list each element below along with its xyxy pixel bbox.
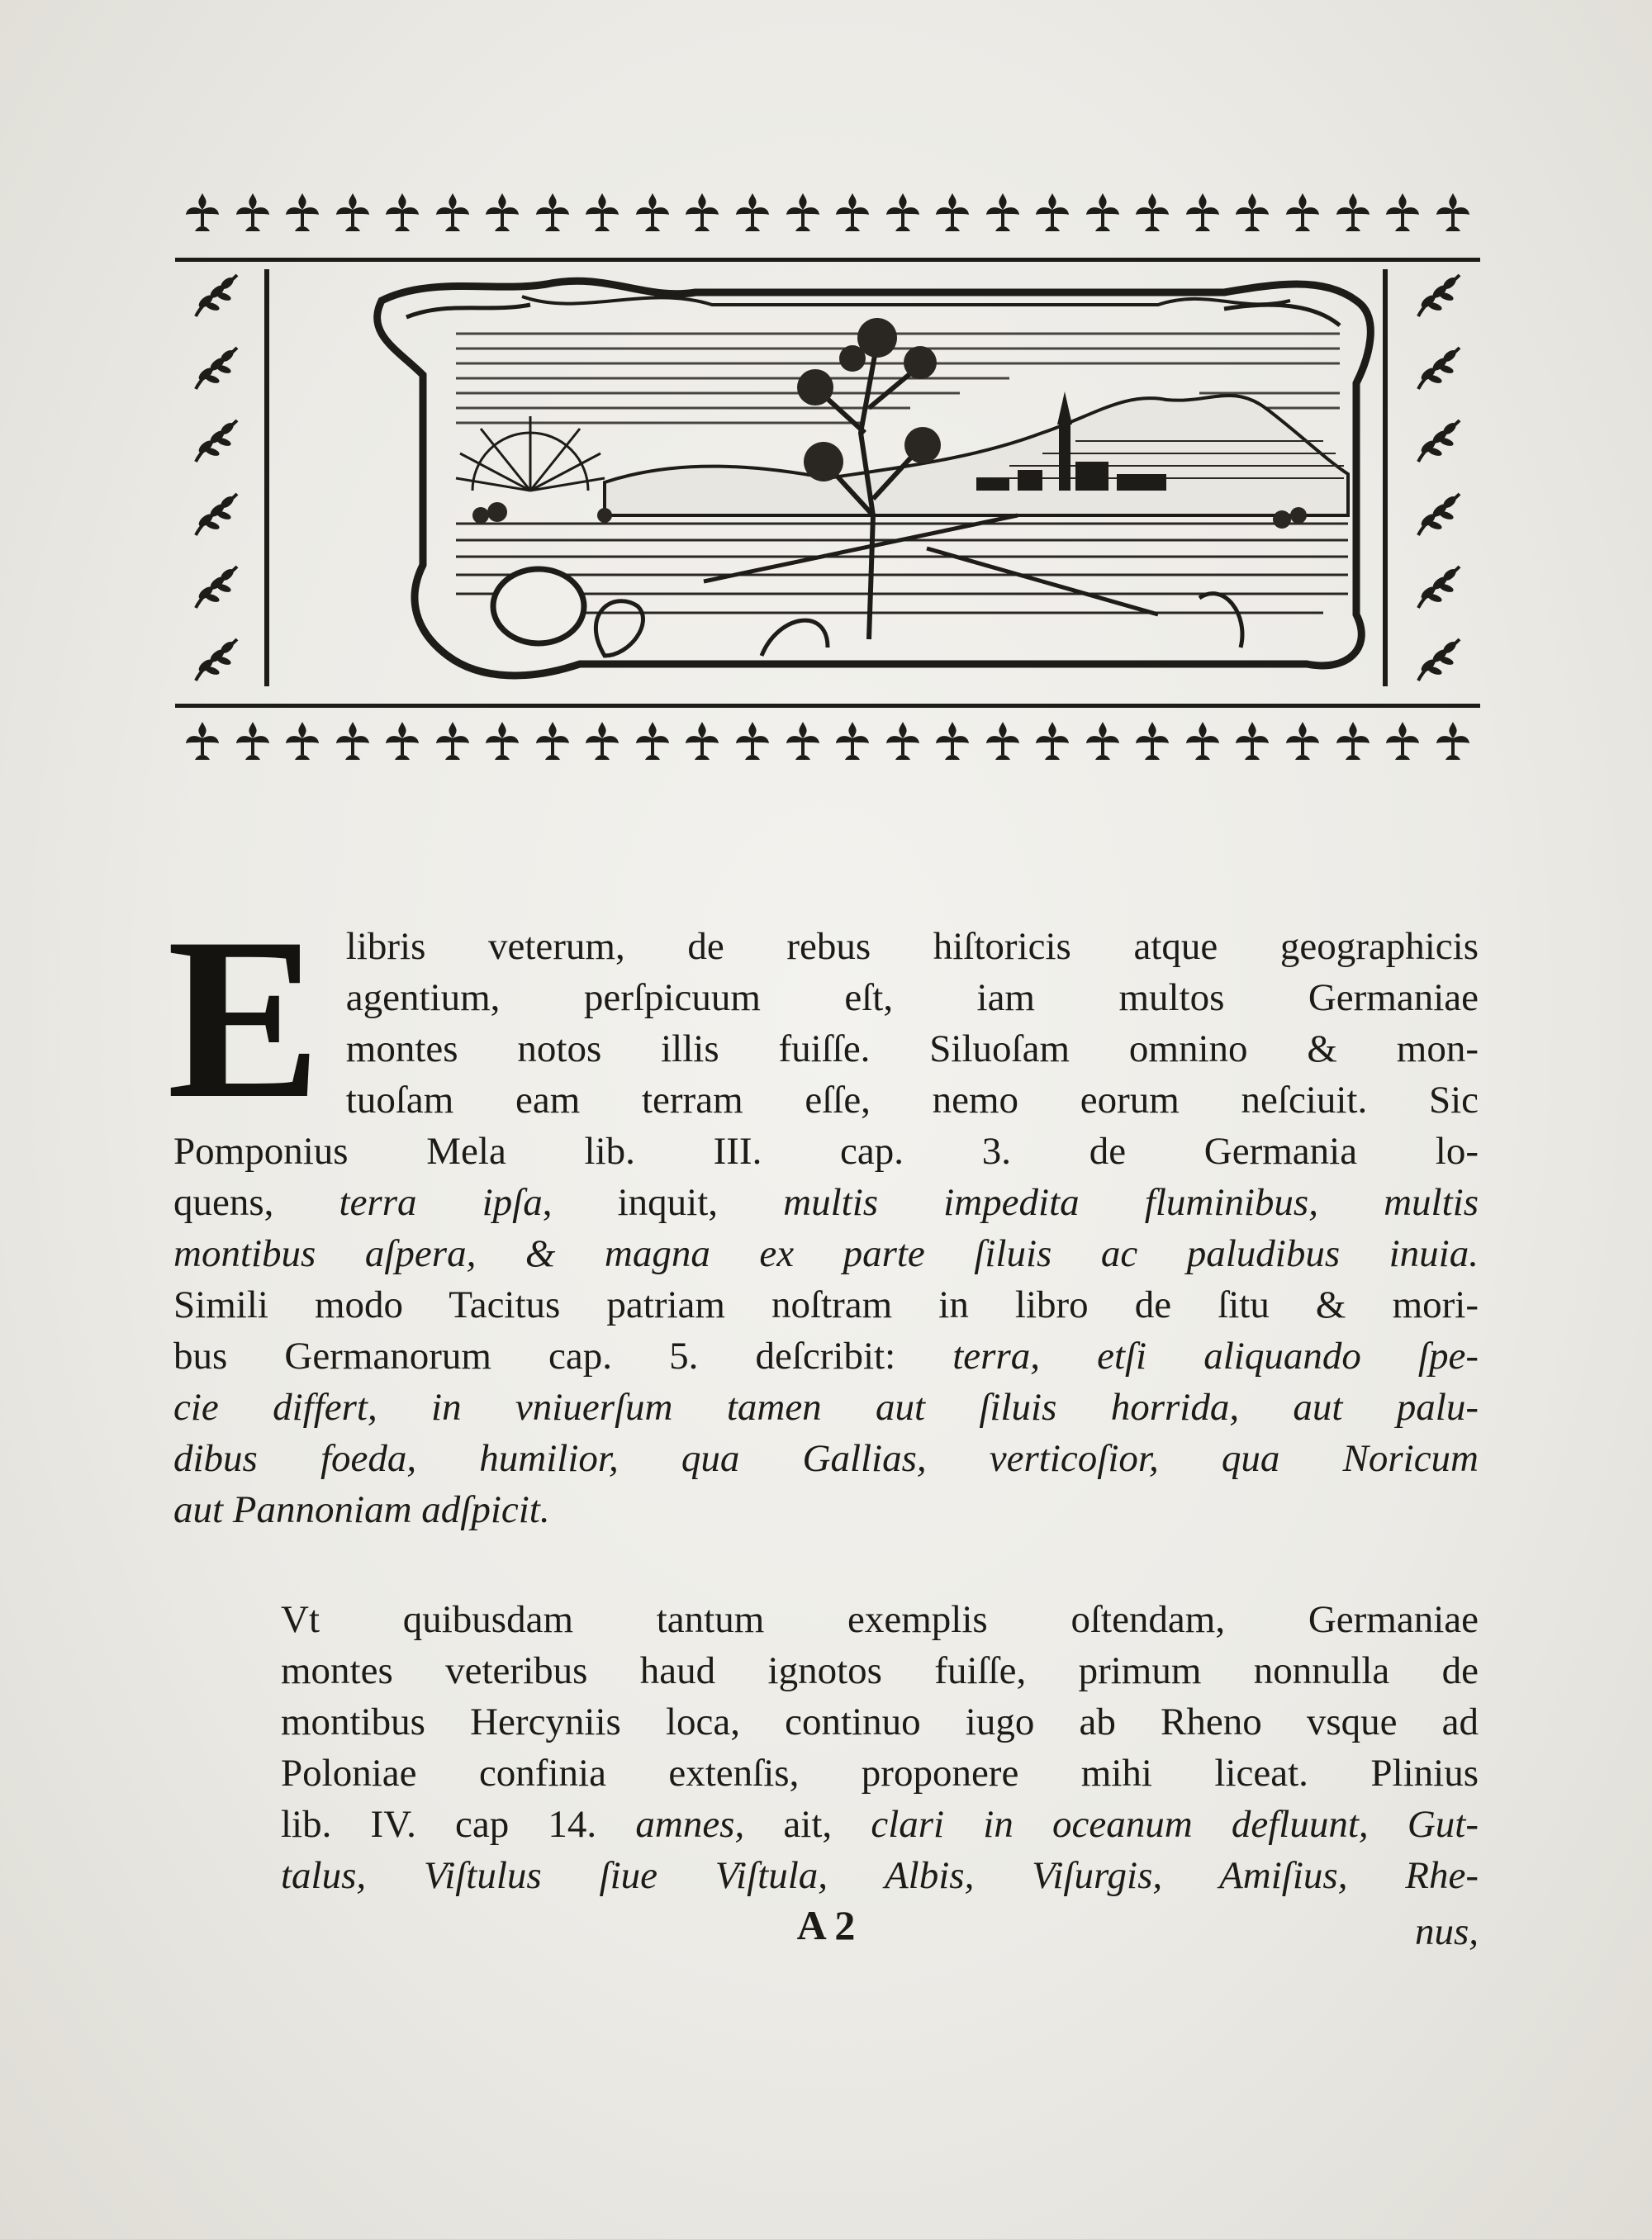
fleuron-icon [434, 192, 472, 239]
fleuron-icon [1284, 192, 1322, 239]
fleuron-icon [1033, 720, 1071, 767]
fleuron-icon [434, 720, 472, 767]
fleuron-icon [283, 720, 321, 767]
page-footer [173, 1900, 1479, 1957]
text-line-mixed: montibus aſpera, & magna ex parte ſiluis ac paludibus inuia. [173, 1232, 1479, 1275]
fleuron-icon [833, 192, 871, 239]
fleuron-icon [383, 192, 421, 239]
text-line-mixed: lib. IV. cap 14. amnes, ait, clari in oceanum defluunt, Gut- [281, 1803, 1479, 1846]
text-line: Pomponius Mela lib. III. cap. 3. de Germania lo- [173, 1130, 1479, 1173]
text-line: Vt quibusdam tantum exemplis oſtendam, Germaniae [281, 1598, 1479, 1641]
fleuron-icon [334, 720, 372, 767]
text-line: libris veterum, de rebus hiſtoricis atque geographicis [345, 925, 1479, 968]
fleuron-icon [583, 192, 621, 239]
paragraph-1 [167, 889, 1479, 1535]
text-line: montes notos illis fuiſſe. Siluoſam omnino & mon- [345, 1027, 1479, 1070]
fleuron-icon [984, 720, 1022, 767]
fleuron-icon [383, 720, 421, 767]
fleuron-icon [234, 192, 272, 239]
text-line: tuoſam eam terram eſſe, nemo eorum neſciuit. Sic [345, 1079, 1479, 1122]
fleuron-icon [1084, 720, 1122, 767]
text-line: Simili modo Tacitus patriam noſtram in libro de ſitu & mori- [173, 1283, 1479, 1326]
fleuron-icon [733, 720, 771, 767]
fleuron-icon [1233, 720, 1271, 767]
fleuron-icon [884, 720, 922, 767]
fleuron-icon [1084, 192, 1122, 239]
fleuron-icon [984, 192, 1022, 239]
top-fleuron-border [183, 190, 1472, 240]
fleuron-icon [1334, 720, 1372, 767]
fleuron-icon [933, 192, 971, 239]
left-frame-line [264, 269, 269, 686]
fleuron-icon [183, 192, 221, 239]
fleuron-icon [583, 720, 621, 767]
text-line-mixed: dibus foeda, humilior, qua Gallias, verticoſior, qua Noricum [173, 1437, 1479, 1480]
fleuron-icon [534, 720, 572, 767]
leaf-sprig-icon [188, 558, 245, 620]
leaf-sprig-icon [188, 631, 245, 693]
fleuron-icon [1184, 720, 1222, 767]
text-line: montes veteribus haud ignotos fuiſſe, primum nonnulla de [281, 1649, 1479, 1692]
text-line: agentium, perſpicuum eſt, iam multos Germaniae [345, 976, 1479, 1019]
fleuron-icon [884, 192, 922, 239]
fleuron-icon [933, 720, 971, 767]
leaf-sprig-icon [188, 486, 245, 548]
drop-cap: E [167, 889, 321, 1146]
left-leaf-border [179, 261, 254, 699]
text-line-italic: aut Pannoniam adſpicit. [173, 1488, 550, 1531]
leaf-sprig-icon [188, 412, 245, 474]
fleuron-icon [733, 192, 771, 239]
fleuron-icon [483, 720, 521, 767]
text-line-mixed: talus, Viſtulus ſiue Viſtula, Albis, Viſurgis, Amiſius, Rhe- [281, 1854, 1479, 1897]
fleuron-icon [634, 192, 672, 239]
fleuron-icon [784, 192, 822, 239]
bottom-rule [175, 704, 1480, 708]
fleuron-icon [1334, 192, 1372, 239]
signature-mark: A 2 [796, 1902, 856, 1948]
text-line: Poloniae confinia extenſis, proponere mihi liceat. Plinius [281, 1752, 1479, 1795]
fleuron-icon [833, 720, 871, 767]
fleuron-icon [183, 720, 221, 767]
landscape-vignette [175, 261, 1480, 699]
bottom-fleuron-border [183, 719, 1472, 768]
fleuron-icon [534, 192, 572, 239]
fleuron-icon [784, 720, 822, 767]
fleuron-icon [1384, 192, 1422, 239]
fleuron-icon [283, 192, 321, 239]
fleuron-icon [683, 720, 721, 767]
fleuron-icon [1284, 720, 1322, 767]
text-line-mixed: cie differt, in vniuerſum tamen aut ſiluis horrida, aut palu- [173, 1386, 1479, 1429]
fleuron-icon [234, 720, 272, 767]
catchword: nus, [1414, 1910, 1479, 1953]
fleuron-icon [1033, 192, 1071, 239]
fleuron-icon [683, 192, 721, 239]
fleuron-icon [483, 192, 521, 239]
text-line-mixed: quens, terra ipſa, inquit, multis impedita fluminibus, multis [173, 1181, 1479, 1224]
leaf-sprig-icon [188, 267, 245, 329]
fleuron-icon [1233, 192, 1271, 239]
text-line-mixed: bus Germanorum cap. 5. deſcribit: terra, etſi aliquando ſpe- [173, 1335, 1479, 1378]
fleuron-icon [1133, 720, 1171, 767]
fleuron-icon [334, 192, 372, 239]
fleuron-icon [1384, 720, 1422, 767]
fleuron-icon [1184, 192, 1222, 239]
fleuron-icon [1434, 192, 1472, 239]
paragraph-2 [173, 1594, 1479, 1901]
text-line: montibus Hercyniis loca, continuo iugo ab Rheno vsque ad [281, 1701, 1479, 1743]
landscape-engraving-icon [332, 268, 1488, 690]
fleuron-icon [1434, 720, 1472, 767]
fleuron-icon [634, 720, 672, 767]
leaf-sprig-icon [188, 339, 245, 401]
fleuron-icon [1133, 192, 1171, 239]
